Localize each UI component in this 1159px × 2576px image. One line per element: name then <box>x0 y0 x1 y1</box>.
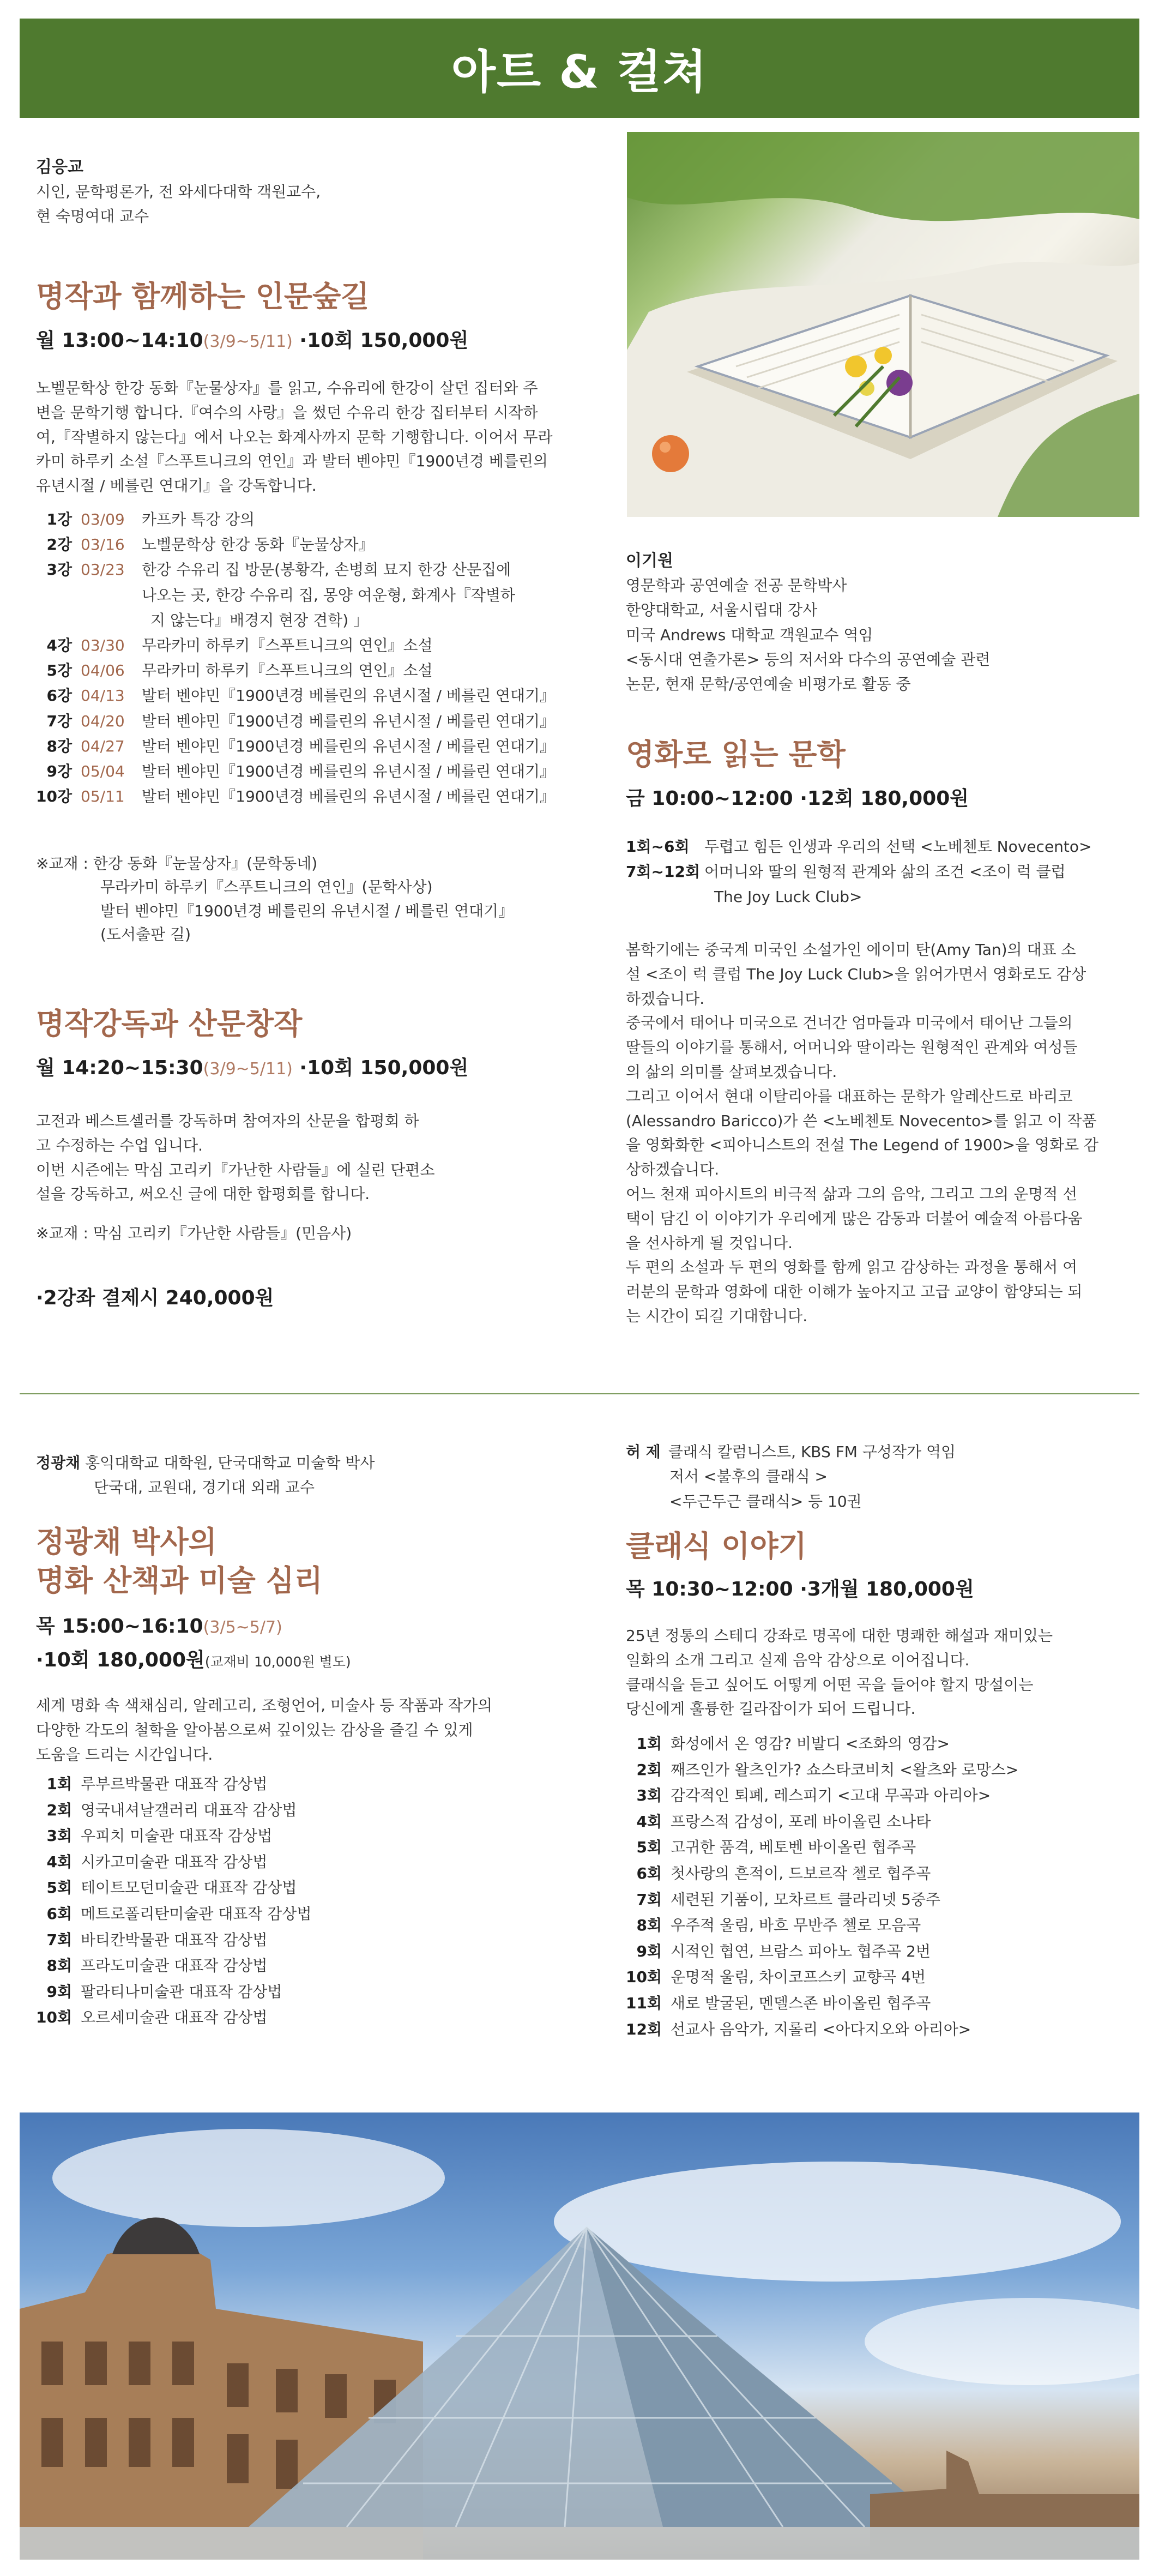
lecture-number: 8강 <box>46 737 72 755</box>
course-description <box>626 1624 1138 1722</box>
lecture-item <box>36 734 581 759</box>
schedule-dates: (3/5~5/7) <box>203 1618 282 1637</box>
session-item <box>36 1823 581 1849</box>
session-topic: 테이트모던미술관 대표작 감상법 <box>81 1879 297 1897</box>
lecture-number: 3강 <box>46 561 72 579</box>
session-item <box>36 2005 581 2031</box>
session-topic: 세련된 기품이, 모차르트 클라리넷 5중주 <box>671 1890 941 1909</box>
session-topic: 첫사랑의 흔적이, 드보르작 첼로 협주곡 <box>671 1864 931 1882</box>
bio-line: <두근두근 클래식> 등 10권 <box>669 1492 862 1510</box>
course-description <box>36 376 581 498</box>
lecture-date: 04/20 <box>81 712 125 730</box>
louvre-pyramid-photo <box>20 2112 1139 2560</box>
session-number: 6회 <box>636 1864 662 1882</box>
book-flowers-photo <box>627 132 1139 517</box>
lecture-topic: 카프카 특강 강의 <box>142 510 255 528</box>
session-number: 3회 <box>636 1786 662 1805</box>
session-topic: 새로 발굴된, 멘델스존 바이올린 협주곡 <box>671 1994 931 2012</box>
lecture-number: 6강 <box>46 687 72 705</box>
session-number: 8회 <box>636 1916 662 1935</box>
description-line: 도움을 드리는 시간입니다. <box>36 1745 213 1764</box>
session-topic: 시카고미술관 대표작 감상법 <box>81 1852 268 1871</box>
session-topic: 두렵고 힘든 인생과 우리의 선택 <노베첸토 Novecento> <box>704 838 1092 856</box>
session-item <box>626 859 1138 884</box>
description-line: 중국에서 태어나 미국으로 건너간 엄마들과 미국에서 태어난 그들의 <box>626 1014 1073 1032</box>
textbook-line: 무라카미 하루키『스푸트니크의 연인』(문학사상) <box>100 878 433 896</box>
schedule-dates: (3/9~5/11) <box>203 332 293 351</box>
lecture-date: 03/23 <box>81 561 125 579</box>
description-line: 을 선사하게 될 것입니다. <box>626 1233 793 1252</box>
bio-line: 클래식 칼럼니스트, KBS FM 구성작가 역임 <box>668 1443 956 1461</box>
session-topic: 바티칸박물관 대표작 감상법 <box>81 1930 268 1949</box>
bio-line: 저서 <불후의 클래식 > <box>669 1467 828 1486</box>
session-topic: 메트로폴리탄미술관 대표작 감상법 <box>81 1904 312 1923</box>
session-number: 2회 <box>46 1801 72 1819</box>
session-topic: 선교사 음악가, 지롤리 <아다지오와 아리아> <box>671 2020 971 2038</box>
description-line: 여,『작별하지 않는다』에서 나오는 화계사까지 문학 기행합니다. 이어서 무라 <box>36 428 553 446</box>
description-line: 고 수정하는 수업 입니다. <box>36 1136 203 1154</box>
session-topic: 운명적 울림, 차이코프스키 교향곡 4번 <box>671 1968 926 1987</box>
lecture-date: 05/11 <box>81 787 125 806</box>
description-line: 카미 하루키 소설『스푸트니크의 연인』과 발터 벤야민『1900년경 베를린의 <box>36 452 548 471</box>
lecture-item <box>36 557 581 582</box>
session-item <box>626 1757 1138 1783</box>
textbook-line: ※교재 : 한강 동화『눈물상자』(문학동네) <box>36 854 318 872</box>
description-line: 설을 강독하고, 써오신 글에 대한 합평회를 합니다. <box>36 1185 370 1203</box>
session-number: 11회 <box>626 1994 662 2012</box>
description-line: 당신에게 훌륭한 길라잡이가 되어 드립니다. <box>626 1700 916 1718</box>
session-number: 6회 <box>46 1904 72 1923</box>
price-note: (교재비 10,000원 별도) <box>204 1654 351 1670</box>
instructor-name: 정광채 <box>36 1454 81 1472</box>
session-topic: 오르세미술관 대표작 감상법 <box>81 2008 268 2027</box>
instructor-kim <box>36 155 581 229</box>
bio-line: 미국 Andrews 대학교 객원교수 역임 <box>626 625 873 644</box>
session-item <box>36 1927 581 1953</box>
session-number: 1회 <box>636 1735 662 1753</box>
lecture-topic-continued: 지 않는다』배경지 현장 견학) 」 <box>150 611 369 629</box>
lecture-topic: 발터 벤야민『1900년경 베를린의 유년시절 / 베를린 연대기』 <box>142 687 556 705</box>
lecture-number: 10강 <box>36 787 73 806</box>
bio-line: 시인, 문학평론가, 전 와세다대학 객원교수, <box>36 183 321 201</box>
description-line: 하겠습니다. <box>626 989 705 1008</box>
lecture-number: 7강 <box>46 712 72 730</box>
instructor-bio <box>36 179 581 229</box>
lecture-item <box>36 658 581 683</box>
session-item <box>36 1979 581 2005</box>
louvre-illustration <box>20 2112 1139 2560</box>
session-number: 2회 <box>636 1760 662 1779</box>
session-number: 9회 <box>46 1982 72 2001</box>
lecture-topic: 발터 벤야민『1900년경 베를린의 유년시절 / 베를린 연대기』 <box>142 762 556 780</box>
course-schedule <box>36 1055 581 1082</box>
description-line: 의 삶의 의미를 살펴보겠습니다. <box>626 1062 837 1081</box>
bio-line: 홍익대학교 대학원, 단국대학교 미술학 박사 <box>85 1454 375 1472</box>
instructor-bio <box>36 1450 581 1500</box>
description-line: 는 시간이 되길 기대합니다. <box>626 1307 808 1325</box>
session-topic: 째즈인가 왈츠인가? 쇼스타코비치 <왈츠와 로망스> <box>671 1760 1019 1779</box>
session-item <box>626 1731 1138 1757</box>
session-topic: 프랑스적 감성이, 포레 바이올린 소나타 <box>671 1812 931 1831</box>
description-line: 두 편의 소설과 두 편의 영화를 함께 읽고 감상하는 과정을 통해서 여 <box>626 1258 1078 1277</box>
description-line: 변을 문학기행 합니다.『여수의 사랑』을 썼던 수유리 한강 집터부터 시작하 <box>36 403 538 422</box>
session-topic: 화성에서 온 영감? 비발디 <조화의 영감> <box>671 1735 950 1753</box>
description-line: 25년 정통의 스테디 강좌로 명곡에 대한 명쾌한 해설과 재미있는 <box>626 1627 1053 1645</box>
textbook-line: 발터 벤야민『1900년경 베를린의 유년시절 / 베를린 연대기』 <box>100 901 514 920</box>
session-number: 4회 <box>636 1812 662 1831</box>
bio-line: 논문, 현재 문학/공연예술 비평가로 활동 중 <box>626 675 911 694</box>
course-title: 명작과 함께하는 인문숲길 <box>36 279 370 314</box>
lecture-item <box>36 784 581 809</box>
session-number: 8회 <box>46 1957 72 1975</box>
bio-line: <동시대 연출가론> 등의 저서와 다수의 공연예술 관련 <box>626 651 991 669</box>
session-number: 10회 <box>36 2008 73 2027</box>
session-item <box>36 1797 581 1823</box>
course-price <box>36 1647 581 1674</box>
schedule-time: 월 13:00~14:10 <box>36 329 203 352</box>
bio-line: 단국대, 교원대, 경기대 외래 교수 <box>94 1478 315 1497</box>
course-title: 영화로 읽는 문학 <box>626 737 846 772</box>
session-topic: 팔라티나미술관 대표작 감상법 <box>81 1982 282 2001</box>
lecture-date: 05/04 <box>81 762 125 780</box>
session-number: 1회 <box>46 1775 72 1793</box>
lecture-list <box>36 507 581 809</box>
lecture-topic: 발터 벤야민『1900년경 베를린의 유년시절 / 베를린 연대기』 <box>142 712 556 730</box>
session-number: 3회 <box>46 1827 72 1845</box>
bio-line: 영문학과 공연예술 전공 문학박사 <box>626 576 847 594</box>
course-description <box>36 1694 581 1767</box>
instructor-heo <box>626 1440 1138 1514</box>
session-item <box>626 1783 1138 1809</box>
description-line: 설 <조이 럭 클럽 The Joy Luck Club>을 읽어가면서 영화로도 감상 <box>626 965 1086 983</box>
schedule-price: ·10회 180,000원 <box>36 1649 205 1671</box>
book-illustration <box>627 132 1139 517</box>
description-line: 딸들의 이야기를 통해서, 어머니와 딸이라는 원형적인 관계와 여성들 <box>626 1038 1078 1057</box>
session-number: 10회 <box>626 1968 662 1987</box>
description-line: 일화의 소개 그리고 실제 음악 감상으로 이어집니다. <box>626 1651 970 1669</box>
description-line: 고전과 베스트셀러를 강독하며 참여자의 산문을 합평회 하 <box>36 1112 419 1130</box>
bio-line: 현 숙명여대 교수 <box>36 207 149 226</box>
description-line: 그리고 이어서 현대 이탈리아를 대표하는 문학가 알레산드로 바리코 <box>626 1087 1073 1105</box>
session-item <box>626 1990 1138 2017</box>
session-item <box>36 1771 581 1797</box>
lecture-date: 03/30 <box>81 636 125 654</box>
lecture-date: 04/27 <box>81 737 125 755</box>
instructor-bio <box>626 573 1138 697</box>
session-number: 9회 <box>636 1942 662 1960</box>
schedule-dates: (3/9~5/11) <box>203 1060 293 1079</box>
session-item <box>36 1901 581 1927</box>
course-title: 명작강독과 산문창작 <box>36 1007 303 1041</box>
description-line: 러분의 문학과 영화에 대한 이해가 높아지고 고급 교양이 함양되는 되 <box>626 1283 1083 1301</box>
session-number: 4회 <box>46 1852 72 1871</box>
session-item <box>626 1912 1138 1939</box>
course-title: 클래식 이야기 <box>626 1529 807 1563</box>
lecture-date: 04/13 <box>81 687 125 705</box>
lecture-date: 03/09 <box>81 510 125 528</box>
session-topic: 영국내셔날갤러리 대표작 감상법 <box>81 1801 297 1819</box>
description-line: 어느 천재 피아시트의 비극적 삶과 그의 음악, 그리고 그의 운명적 선 <box>626 1184 1078 1203</box>
description-line: 클래식을 듣고 싶어도 어떻게 어떤 곡을 들어야 할지 망설이는 <box>626 1675 1034 1694</box>
banner-title: 아트 & 컬쳐 <box>451 45 708 99</box>
lecture-item <box>36 507 581 532</box>
session-topic-continued: The Joy Luck Club> <box>714 888 862 906</box>
description-line: 다양한 각도의 철학을 알아봄으로써 깊이있는 감상을 즐길 수 있게 <box>36 1720 473 1739</box>
lecture-number: 1강 <box>46 510 72 528</box>
lecture-item <box>36 709 581 734</box>
session-number: 7회~12회 <box>626 863 701 881</box>
lecture-item <box>36 532 581 557</box>
lecture-number: 5강 <box>46 661 72 680</box>
instructor-name: 허 제 <box>626 1443 661 1461</box>
lecture-topic: 한강 수유리 집 방문(봉황각, 손병희 묘지 한강 산문집에 <box>142 561 511 579</box>
session-list <box>36 1771 581 2031</box>
section-divider <box>20 1393 1139 1394</box>
course-schedule <box>36 1613 581 1640</box>
session-item <box>36 1849 581 1875</box>
session-number: 5회 <box>636 1838 662 1857</box>
lecture-date: 04/06 <box>81 661 125 680</box>
description-line: 을 영화화한 <피아니스트의 전설 The Legend of 1900>을 영화로 감 <box>626 1136 1099 1154</box>
lecture-item <box>36 683 581 708</box>
session-item <box>626 1939 1138 1965</box>
session-topic: 우주적 울림, 바흐 무반주 첼로 모음곡 <box>671 1916 921 1935</box>
schedule-price: ·10회 150,000원 <box>299 1057 469 1079</box>
schedule-time: 월 14:20~15:30 <box>36 1057 203 1079</box>
course-title <box>36 1522 581 1600</box>
session-item <box>626 1809 1138 1835</box>
description-line: 세계 명화 속 색채심리, 알레고리, 조형언어, 미술사 등 작품과 작가의 <box>36 1696 493 1714</box>
session-topic: 감각적인 퇴폐, 레스피기 <고대 무곡과 아리아> <box>671 1786 991 1805</box>
combo-price: ·2강좌 결제시 240,000원 <box>36 1287 274 1309</box>
instructor-bio <box>626 1440 1138 1514</box>
bio-line: 한양대학교, 서울시립대 강사 <box>626 601 818 619</box>
lecture-number: 9강 <box>46 762 72 780</box>
course-schedule: 금 10:00~12:00 ·12회 180,000원 <box>626 787 969 810</box>
schedule-time: 목 15:00~16:10 <box>36 1615 203 1638</box>
session-number: 7회 <box>636 1890 662 1909</box>
session-item <box>36 1875 581 1901</box>
session-item <box>626 1834 1138 1861</box>
lecture-number: 2강 <box>46 535 72 554</box>
lecture-topic: 발터 벤야민『1900년경 베를린의 유년시절 / 베를린 연대기』 <box>142 787 556 806</box>
lecture-number: 4강 <box>46 636 72 654</box>
schedule-price: ·10회 150,000원 <box>299 329 469 352</box>
course-schedule <box>36 327 581 354</box>
textbook-line: (도서출판 길) <box>100 925 191 944</box>
description-line: (Alessandro Baricco)가 쓴 <노베첸토 Novecento>를 읽고 이 작품 <box>626 1111 1097 1130</box>
instructor-name: 김응교 <box>36 158 83 177</box>
session-number: 5회 <box>46 1879 72 1897</box>
session-number: 7회 <box>46 1930 72 1949</box>
lecture-item <box>36 759 581 784</box>
instructor-lee <box>626 549 1138 697</box>
lecture-topic-continued: 나오는 곳, 한강 수유리 집, 몽양 여운형, 화계사『작별하 <box>142 586 516 604</box>
course-title-line: 정광채 박사의 <box>36 1525 217 1559</box>
session-topic: 어머니와 딸의 원형적 관계와 삶의 조건 <조이 럭 클럽 <box>704 863 1066 881</box>
course-description <box>36 1109 581 1207</box>
session-item <box>626 1887 1138 1913</box>
session-topic: 고귀한 품격, 베토벤 바이올린 협주곡 <box>671 1838 916 1857</box>
textbook-note <box>36 852 581 947</box>
instructor-jung <box>36 1450 581 1500</box>
session-list <box>626 1731 1138 2042</box>
textbook-note: ※교재 : 막심 고리키『가난한 사람들』(민음사) <box>36 1224 352 1242</box>
lecture-date: 03/16 <box>81 535 125 554</box>
lecture-topic: 노벨문학상 한강 동화『눈물상자』 <box>142 535 374 554</box>
description-line: 봄학기에는 중국계 미국인 소설가인 에이미 탄(Amy Tan)의 대표 소 <box>626 941 1076 959</box>
session-number: 12회 <box>626 2020 662 2038</box>
session-topic: 시적인 협연, 브람스 피아노 협주곡 2번 <box>671 1942 931 1960</box>
session-topic: 프라도미술관 대표작 감상법 <box>81 1957 268 1975</box>
description-line: 상하겠습니다. <box>626 1160 720 1179</box>
course-schedule: 목 10:30~12:00 ·3개월 180,000원 <box>626 1578 974 1600</box>
description-line: 택이 담긴 이 이야기가 우리에게 많은 감동과 더불어 예술적 아름다움 <box>626 1209 1083 1227</box>
description-line: 이번 시즌에는 막심 고리키『가난한 사람들』에 실린 단편소 <box>36 1160 435 1179</box>
session-item <box>626 1861 1138 1887</box>
description-line: 노벨문학상 한강 동화『눈물상자』를 읽고, 수유리에 한강이 살던 집터와 주 <box>36 379 538 397</box>
session-item <box>36 1953 581 1979</box>
session-list <box>626 834 1138 910</box>
course-description <box>626 938 1138 1329</box>
lecture-topic: 무라카미 하루키『스푸트니크의 연인』소설 <box>142 636 433 654</box>
session-number: 1회~6회 <box>626 838 690 856</box>
session-item <box>626 2017 1138 2043</box>
session-topic: 루부르박물관 대표작 감상법 <box>81 1775 268 1793</box>
session-item <box>626 834 1138 859</box>
description-line: 유년시절 / 베를린 연대기』을 강독합니다. <box>36 477 317 495</box>
session-item <box>626 1964 1138 1990</box>
section-banner <box>20 19 1139 118</box>
lecture-topic: 발터 벤야민『1900년경 베를린의 유년시절 / 베를린 연대기』 <box>142 737 556 755</box>
session-topic: 우피치 미술관 대표작 감상법 <box>81 1827 273 1845</box>
lecture-topic: 무라카미 하루키『스푸트니크의 연인』소설 <box>142 661 433 680</box>
instructor-name: 이기원 <box>626 551 673 570</box>
lecture-item <box>36 633 581 658</box>
course-title-line: 명화 산책과 미술 심리 <box>36 1563 323 1598</box>
